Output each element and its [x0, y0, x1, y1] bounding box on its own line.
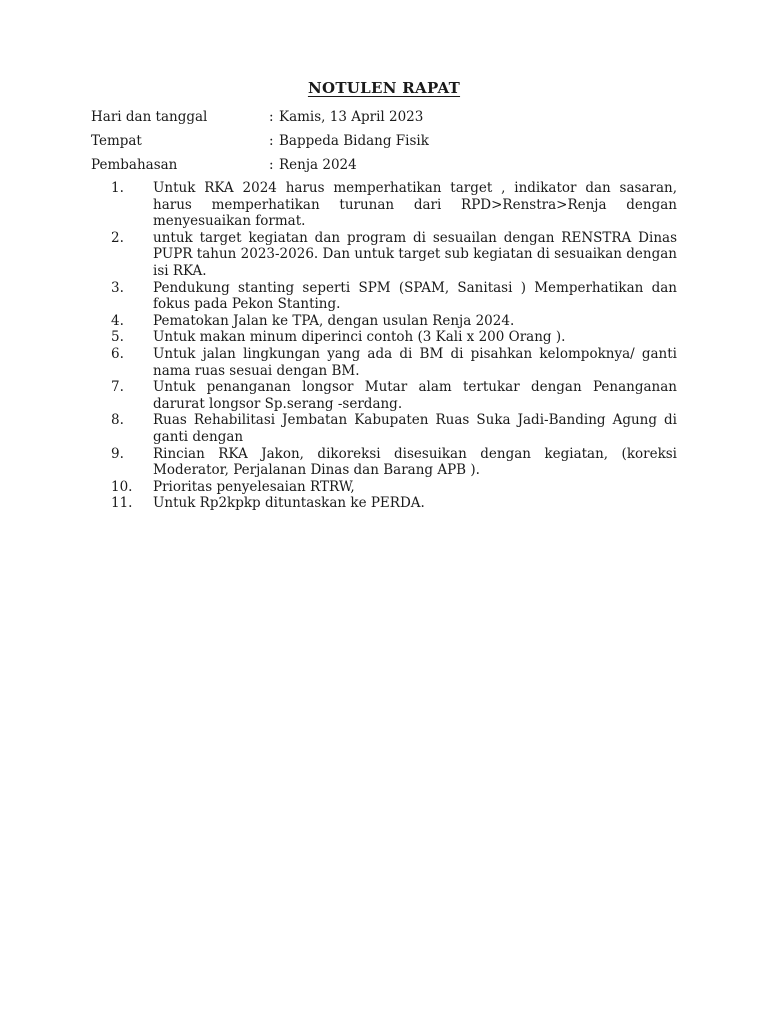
meta-value: Renja 2024	[279, 157, 357, 173]
item-number: 8.	[111, 412, 124, 429]
item-text: Untuk penanganan longsor Mutar alam tertukar dengan Penanganan darurat longsor Sp.serang -serdang.	[153, 379, 677, 412]
item-number: 9.	[111, 445, 124, 462]
list-item	[91, 446, 677, 479]
item-text: Rincian RKA Jakon, dikoreksi disesuikan dengan kegiatan, (koreksi Moderator, Perjalanan Dinas dan Barang APB ).	[153, 445, 677, 479]
meta-separator: :	[269, 133, 274, 149]
item-number: 4.	[111, 312, 124, 329]
list-item	[91, 346, 677, 379]
list-item	[91, 495, 677, 512]
item-text: untuk target kegiatan dan program di sesuailan dengan RENSTRA Dinas PUPR tahun 2023-2026. Dan untuk target sub kegiatan di sesuaikan dengan isi RKA.	[153, 229, 677, 279]
meta-value: Bappeda Bidang Fisik	[279, 133, 429, 149]
meta-label: Tempat	[91, 133, 142, 149]
meta-separator: :	[269, 109, 274, 125]
list-item	[91, 230, 677, 280]
item-number: 11.	[111, 495, 133, 512]
meta-row-topic	[91, 156, 677, 174]
discussion-list	[91, 180, 677, 512]
item-number: 5.	[111, 329, 124, 346]
list-item	[91, 280, 677, 313]
meta-label: Pembahasan	[91, 157, 178, 173]
list-item	[91, 379, 677, 412]
item-number: 1.	[111, 180, 124, 196]
item-text: Pendukung stanting seperti SPM (SPAM, Sanitasi ) Memperhatikan dan fokus pada Pekon Stanting.	[153, 279, 677, 313]
list-item	[91, 479, 677, 496]
meta-row-place	[91, 132, 677, 150]
list-item	[91, 180, 677, 230]
meta-row-date	[91, 108, 677, 126]
meta-separator: :	[269, 157, 274, 173]
meta-value: Kamis, 13 April 2023	[279, 109, 424, 125]
list-item	[91, 329, 677, 346]
meeting-meta	[91, 108, 677, 174]
list-item	[91, 313, 677, 330]
meta-label: Hari dan tanggal	[91, 109, 208, 125]
item-text: Untuk Rp2kpkp dituntaskan ke PERDA.	[153, 495, 425, 512]
item-number: 3.	[111, 279, 124, 296]
item-text: Pematokan Jalan ke TPA, dengan usulan Renja 2024.	[153, 312, 515, 329]
item-text: Ruas Rehabilitasi Jembatan Kabupaten Ruas Suka Jadi-Banding Agung di ganti dengan	[153, 412, 677, 445]
item-number: 7.	[111, 379, 124, 396]
item-number: 10.	[111, 478, 133, 495]
item-number: 2.	[111, 229, 124, 246]
document-page	[91, 78, 677, 512]
list-item	[91, 412, 677, 445]
item-number: 6.	[111, 345, 124, 362]
item-text: Untuk RKA 2024 harus memperhatikan target , indikator dan sasaran, harus memperhatikan turunan dari RPD>Renstra>Renja dengan menyesuaikan format.	[153, 180, 677, 230]
document-title: NOTULEN RAPAT	[307, 79, 461, 97]
item-text: Untuk makan minum diperinci contoh (3 Kali x 200 Orang ).	[153, 329, 566, 346]
item-text: Untuk jalan lingkungan yang ada di BM di pisahkan kelompoknya/ ganti nama ruas sesuai dengan BM.	[153, 345, 677, 379]
item-text: Prioritas penyelesaian RTRW,	[153, 478, 355, 495]
